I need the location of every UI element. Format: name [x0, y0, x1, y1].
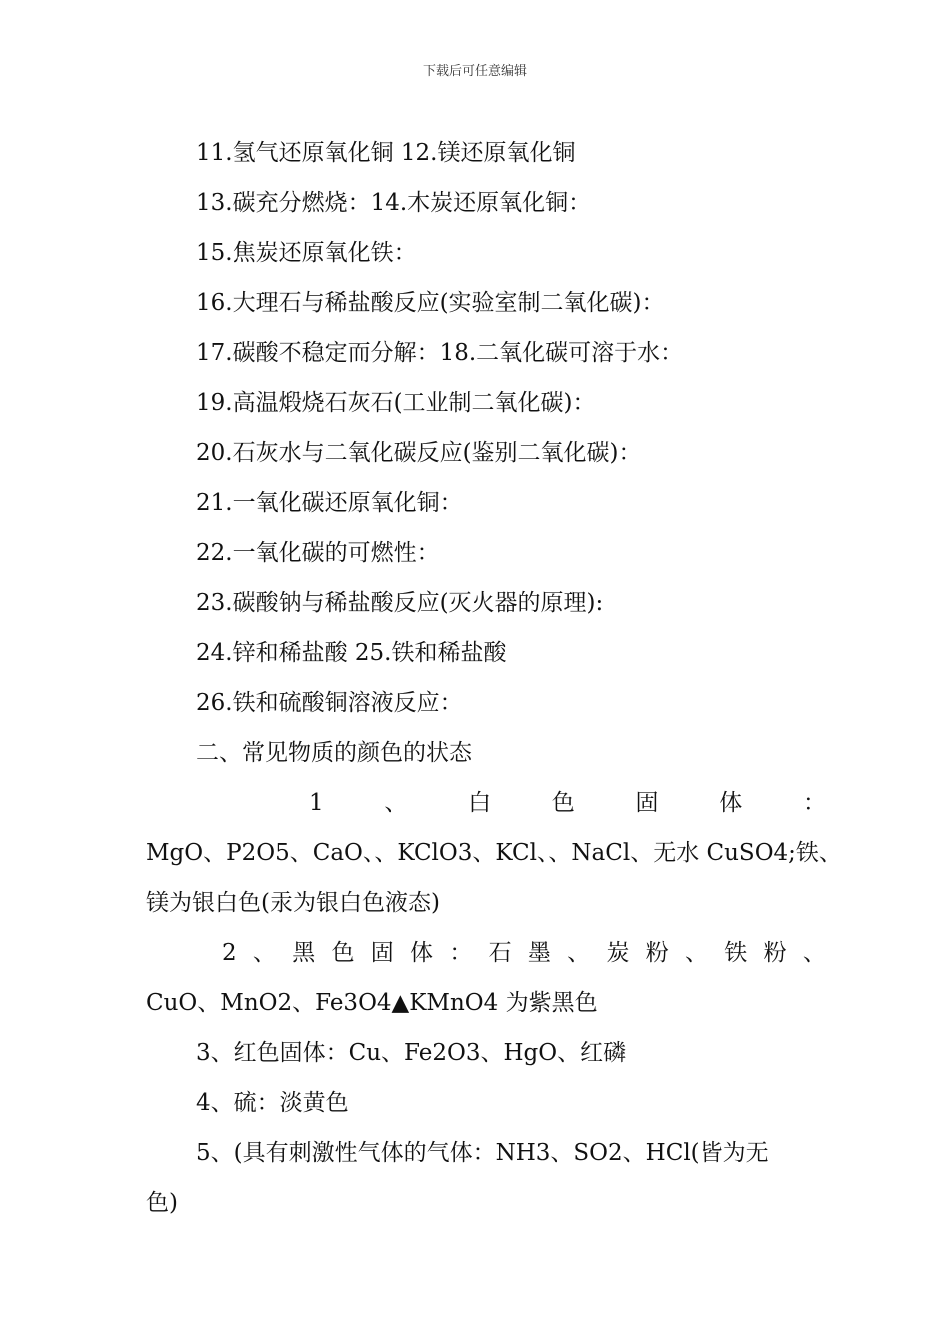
reaction-line-23: 23.碳酸钠与稀盐酸反应(灭火器的原理):: [196, 590, 604, 616]
item3-line: 3、红色固体：Cu、Fe2O3、HgO、红磷: [196, 1040, 627, 1066]
reaction-line-13: 13.碳充分燃烧：14.木炭还原氧化铜：: [196, 190, 592, 216]
reaction-line-15: 15.焦炭还原氧化铁：: [196, 240, 417, 266]
item5-line1: 5、(具有刺激性气体的气体：NH3、SO2、HCl(皆为无: [196, 1140, 769, 1166]
item2-token: 体: [410, 940, 434, 966]
item2-token: 2: [222, 940, 237, 966]
document-body: [146, 128, 842, 1228]
item2-token: 炭: [606, 940, 630, 966]
item2-token: 粉: [763, 940, 787, 966]
item2-token: 、: [567, 940, 591, 966]
item2-token: 固: [370, 940, 394, 966]
item1-line2: MgO、P2O5、CaO、、KClO3、KCl、、NaCl、无水 CuSO4;铁、: [146, 840, 842, 866]
item1-token: ：: [802, 790, 826, 816]
reaction-line-16: 16.大理石与稀盐酸反应(实验室制二氧化碳)：: [196, 290, 665, 316]
item1-token: 体: [719, 790, 743, 816]
reaction-line-21: 21.一氧化碳还原氧化铜：: [196, 490, 463, 516]
item2-heading: [146, 928, 826, 978]
item2-token: 、: [685, 940, 709, 966]
reaction-line-26: 26.铁和硫酸铜溶液反应：: [196, 690, 463, 716]
item1-line3: 镁为银白色(汞为银白色液态): [146, 890, 440, 916]
item4-line: 4、硫：淡黄色: [196, 1090, 349, 1116]
item2-token: 墨: [527, 940, 551, 966]
item2-token: 石: [488, 940, 512, 966]
item2-line2: CuO、MnO2、Fe3O4▲KMnO4 为紫黑色: [146, 990, 598, 1016]
page-header: 下载后可任意编辑: [422, 64, 527, 79]
item2-token: ：: [449, 940, 473, 966]
reaction-line-22: 22.一氧化碳的可燃性：: [196, 540, 440, 566]
item5-line2: 色): [146, 1190, 178, 1216]
section-heading: 二、常见物质的颜色的状态: [196, 740, 472, 766]
item1-heading: [146, 778, 826, 828]
reaction-line-11: 11.氢气还原氧化铜 12.镁还原氧化铜: [196, 140, 576, 166]
reaction-line-17: 17.碳酸不稳定而分解：18.二氧化碳可溶于水：: [196, 340, 684, 366]
item1-token: 色: [551, 790, 575, 816]
item2-token: 黑: [292, 940, 316, 966]
item1-token: 1: [309, 790, 324, 816]
item2-token: 铁: [724, 940, 748, 966]
item2-token: 色: [331, 940, 355, 966]
item2-token: 、: [802, 940, 826, 966]
item2-token: 、: [252, 940, 276, 966]
item1-token: 固: [635, 790, 659, 816]
reaction-line-20: 20.石灰水与二氧化碳反应(鉴别二氧化碳)：: [196, 440, 642, 466]
item1-token: 、: [384, 790, 408, 816]
reaction-line-24: 24.锌和稀盐酸 25.铁和稀盐酸: [196, 640, 507, 666]
item1-token: 白: [468, 790, 492, 816]
item2-token: 粉: [645, 940, 669, 966]
reaction-line-19: 19.高温煅烧石灰石(工业制二氧化碳)：: [196, 390, 596, 416]
